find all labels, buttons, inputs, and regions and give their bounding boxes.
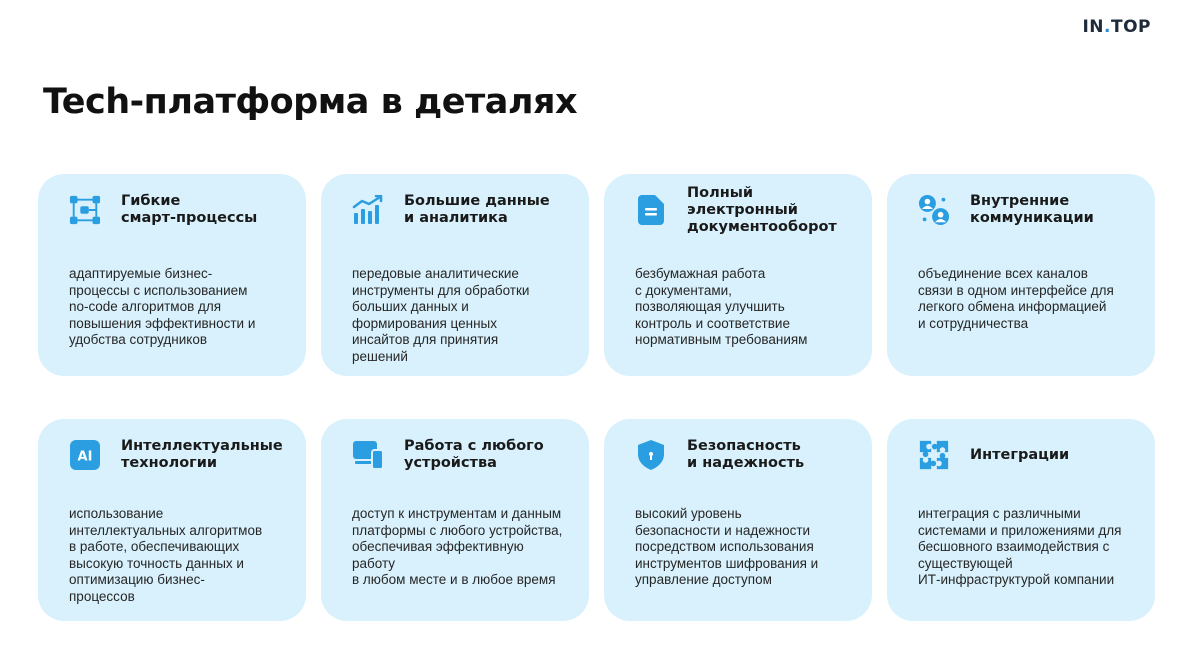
card-title: Безопасность и надежность <box>687 438 805 471</box>
feature-card-big-data <box>321 174 589 376</box>
card-description: объединение всех каналов связи в одном интерфейсе для легкого обмена информацией и сотрудничества <box>918 266 1114 331</box>
card-title: Внутренние коммуникации <box>970 193 1094 226</box>
intop-logo: IN.TOP <box>1082 17 1151 37</box>
card-description: передовые аналитические инструменты для обработки больших данных и формирования ценных инсайтов для принятия решений <box>352 266 530 364</box>
card-description: адаптируемые бизнес- процессы с использованием no-code алгоритмов для повышения эффективности и удобства сотрудников <box>69 266 256 347</box>
card-description: использование интеллектуальных алгоритмов в работе, обеспечивающих высокую точность данных и оптимизацию бизнес- процессов <box>69 506 263 604</box>
devices-icon <box>352 439 384 471</box>
ai-icon <box>69 439 101 471</box>
document-icon <box>635 194 667 226</box>
shield-icon <box>635 439 667 471</box>
card-title: Гибкие смарт-процессы <box>121 193 258 226</box>
feature-card-integrations <box>887 419 1155 621</box>
card-description: доступ к инструментам и данным платформы с любого устройства, обеспечивая эффективную работу в любом месте и в любое время <box>352 506 563 587</box>
ai-icon-text: AI <box>77 449 93 465</box>
feature-card-smart-processes <box>38 174 306 376</box>
puzzle-icon <box>918 439 950 471</box>
card-title: Интеграции <box>970 446 1070 463</box>
card-title: Работа с любого устройства <box>404 438 544 471</box>
flow-icon <box>69 194 101 226</box>
feature-card-security <box>604 419 872 621</box>
card-description: высокий уровень безопасности и надежности посредством использования инструментов шифрования и управление доступом <box>635 506 819 587</box>
feature-grid <box>38 174 1158 621</box>
card-title: Большие данные и аналитика <box>404 193 550 226</box>
chat-people-icon <box>918 194 950 226</box>
feature-card-any-device <box>321 419 589 621</box>
feature-card-edo <box>604 174 872 376</box>
feature-card-ai <box>38 419 306 621</box>
card-description: интеграция с различными системами и приложениями для бесшовного взаимодействия с существующей ИТ-инфраструктурой компании <box>918 506 1122 587</box>
card-title: Интеллектуальные технологии <box>121 438 283 471</box>
page-title: Tech-платформа в деталях <box>43 82 578 122</box>
bar-chart-icon <box>352 194 384 226</box>
card-description: безбумажная работа с документами, позволяющая улучшить контроль и соответствие нормативным требованиям <box>635 266 808 347</box>
card-title: Полный электронный документооборот <box>687 184 837 235</box>
feature-card-communications <box>887 174 1155 376</box>
